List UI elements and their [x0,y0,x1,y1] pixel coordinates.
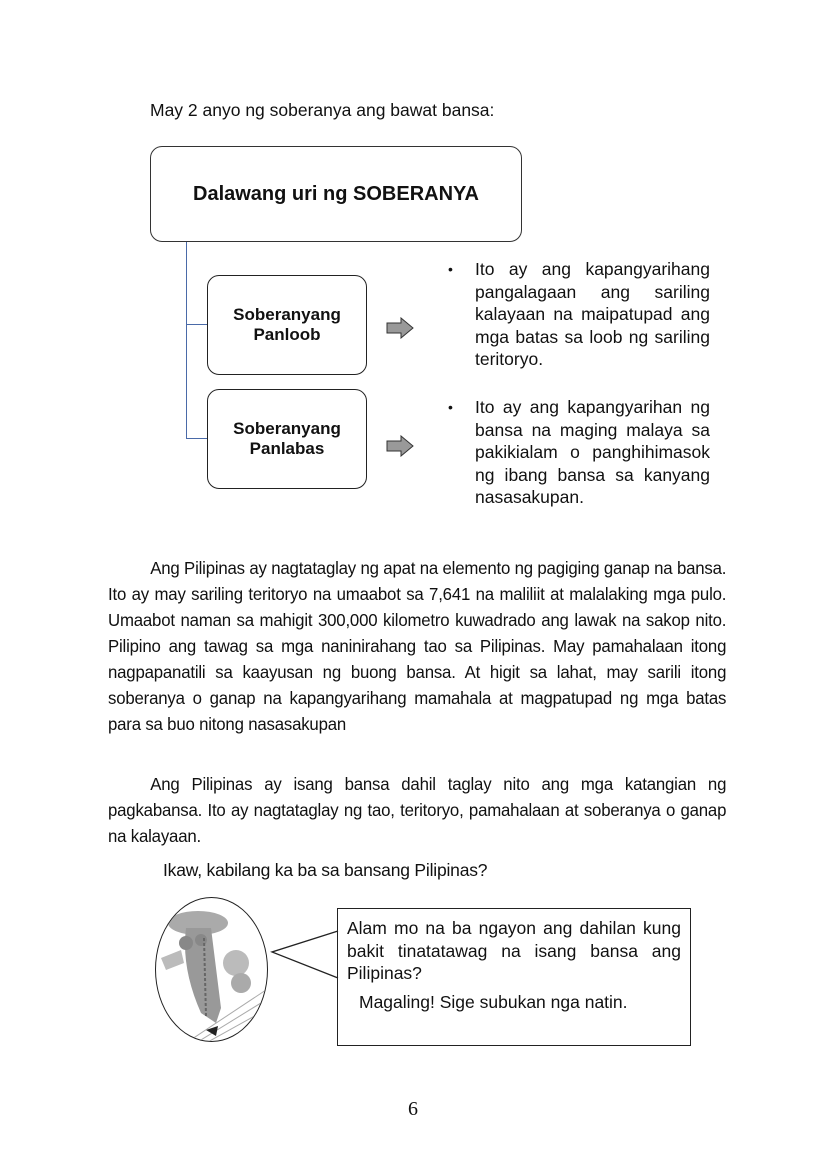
description-text: Ito ay ang kapangyarihang pangalagaan ang sariling kalayaan na maipatupad ang mga batas sa loob ng sariling teritoryo. [475,259,710,369]
speech-question: Alam mo na ba ngayon ang dahilan kung bakit tinatatawag na isang bansa ang Pilipinas? [347,918,681,983]
bullet-icon: • [448,261,453,277]
type-label-line2: Panlabas [249,439,325,458]
speech-pointer [270,930,340,980]
diagram-connector-vertical [186,242,187,438]
type-label-line1: Soberanyang [233,305,341,324]
intro-text: May 2 anyo ng soberanya ang bawat bansa: [150,100,495,120]
question-text: Ikaw, kabilang ka ba sa bansang Pilipinas? [163,860,488,880]
bullet-icon: • [448,399,453,415]
paragraph-text: Ang Pilipinas ay isang bansa dahil taglay nito ang mga katangian ng pagkabansa. Ito ay nagtataglay ng tao, teritoryo, pamahalaan at soberanya o ganap na kalayaan. [108,774,727,846]
diagram-connector-branch-2 [186,438,207,439]
mascot-icon [156,898,268,1042]
type-label-line2: Panloob [253,325,321,344]
diagram-connector-branch-1 [186,324,207,325]
right-arrow-icon [386,317,414,339]
diagram-title-box: Dalawang uri ng SOBERANYA [150,146,522,242]
paragraph-elements [108,555,726,737]
right-arrow-icon [386,435,414,457]
mascot-illustration [155,897,268,1042]
type-label-line1: Soberanyang [233,419,341,438]
description-panloob [448,258,710,371]
page-number: 6 [408,1098,418,1120]
type-box-panloob [207,275,367,375]
speech-bubble [337,908,691,1046]
description-text: Ito ay ang kapangyarihan ng bansa na maging malaya sa pakikialam o panghihimasok ng ibang bansa sa kanyang nasasakupan. [475,397,710,507]
speech-answer: Magaling! Sige subukan nga natin. [359,991,628,1012]
type-box-panlabas [207,389,367,489]
description-panlabas [448,396,710,509]
paragraph-nation [108,771,726,849]
paragraph-text: Ang Pilipinas ay nagtataglay ng apat na elemento ng pagiging ganap na bansa. Ito ay may sariling teritoryo na umaabot sa 7,641 na maliliit at malalaking mga pulo. Umaabot naman sa mahigit 300,000 kilometro kuwadrado ang lawak na sakop nito. Pilipino ang tawag sa mga naninirahang tao sa Pilipinas. May pamahalaan itong nagpapanatili sa kaayusan ng buong bansa. At higit sa lahat, may sarili itong soberanya o ganap na kapangyarihang mamahala at magpatupad ng mga batas para sa buo nitong nasasakupan [108,558,727,734]
